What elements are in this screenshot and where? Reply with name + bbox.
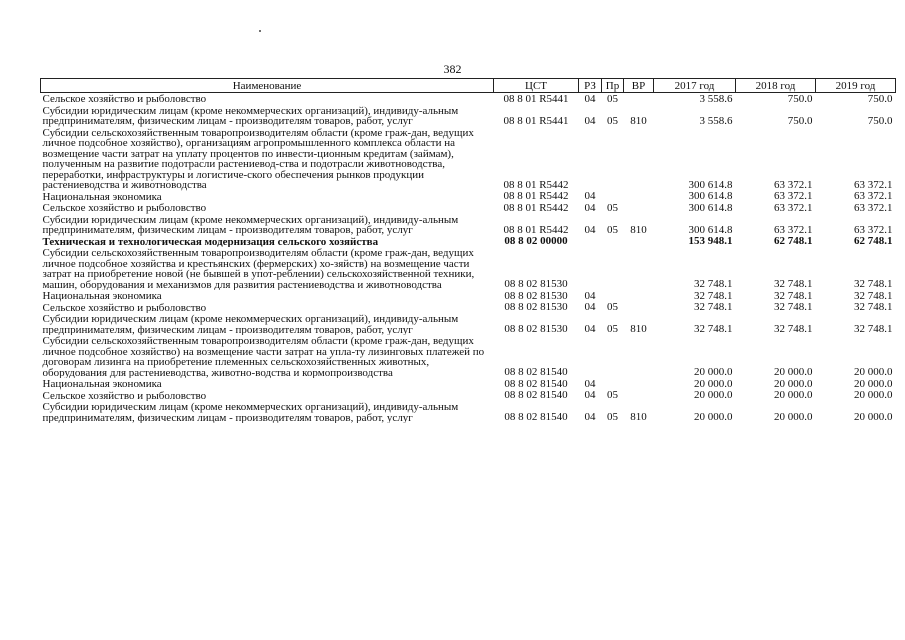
row-value-2019: 63 372.1 xyxy=(854,178,893,191)
row-cst: 08 8 02 81540 xyxy=(504,411,568,423)
row-rz: 04 xyxy=(584,378,596,390)
row-vr: 810 xyxy=(630,411,647,423)
table-row xyxy=(41,335,896,378)
row-value-2017: 20 000.0 xyxy=(694,389,733,401)
row-rz: 04 xyxy=(584,290,596,302)
row-value-2019: 20 000.0 xyxy=(854,411,893,423)
row-value-2019: 62 748.1 xyxy=(854,235,893,247)
row-value-2019: 20 000.0 xyxy=(854,366,893,378)
table-row xyxy=(41,236,896,248)
row-cst: 08 8 01 R5442 xyxy=(503,178,569,191)
row-name: Национальная экономика xyxy=(42,378,162,390)
header-pr: Пр xyxy=(602,79,624,93)
row-cst: 08 8 02 81540 xyxy=(504,389,568,401)
row-cst: 08 8 01 R5441 xyxy=(503,114,569,127)
row-vr xyxy=(624,127,654,191)
row-pr: 05 xyxy=(607,389,618,401)
row-name: Субсидии сельскохозяйственным товаропроизводителям области (кроме граж-дан, ведущих личное подсобное хозяйство) на возмещение части затрат на упла-ту лизинговых платежей по договорам лизинга на приобретение племенных сельскохозяйственных животных, оборудования для растениеводства, животно-водства и кормопроизводства xyxy=(42,335,485,378)
row-vr xyxy=(624,247,654,290)
table-row xyxy=(41,401,896,423)
row-rz: 04 xyxy=(584,114,596,127)
row-value-2019: 63 372.1 xyxy=(854,223,893,236)
row-value-2017: 3 558.6 xyxy=(699,114,733,127)
row-pr xyxy=(602,236,624,248)
row-value-2018: 20 000.0 xyxy=(774,378,813,390)
row-vr: 810 xyxy=(630,114,647,127)
budget-table xyxy=(40,78,896,423)
row-cst: 08 8 01 R5442 xyxy=(503,190,569,202)
row-name: Субсидии юридическим лицам (кроме некоммерческих организаций), индивиду-альным предпринимателям, физическим лицам - производителям товаров, работ, услуг xyxy=(42,401,459,423)
row-value-2017: 300 614.8 xyxy=(688,190,733,202)
row-value-2018: 750.0 xyxy=(787,114,813,127)
row-value-2019: 32 748.1 xyxy=(854,301,893,313)
row-rz xyxy=(579,236,602,248)
row-vr xyxy=(624,378,654,390)
header-vr: ВР xyxy=(624,79,654,93)
row-name: Сельское хозяйство и рыболовство xyxy=(42,202,207,214)
row-rz xyxy=(579,335,602,378)
row-value-2019: 63 372.1 xyxy=(854,190,893,202)
row-value-2019: 32 748.1 xyxy=(854,323,893,335)
row-value-2017: 20 000.0 xyxy=(694,366,733,378)
row-name: Субсидии сельскохозяйственным товаропроизводителям области (кроме граж-дан, ведущих личное подсобное хозяйство), организациям агропромышленного комплекса области на возмещение части затрат на уплату процентов по инвести-ционным кредитам (займам), полученным на развитие подотрасли растениевод-ства и подотрасли животноводства, переработки, инфраструктуры и логистиче-ского обеспечения рынков продукции растениеводства и животноводства xyxy=(42,126,474,191)
header-2018: 2018 год xyxy=(736,79,816,93)
row-value-2019: 750.0 xyxy=(867,92,893,105)
row-value-2017: 20 000.0 xyxy=(694,411,733,423)
row-pr: 05 xyxy=(607,202,618,214)
row-value-2017: 300 614.8 xyxy=(688,202,733,214)
row-name: Субсидии юридическим лицам (кроме некоммерческих организаций), индивиду-альным предпринимателям, физическим лицам - производителям товаров, работ, услуг xyxy=(42,213,459,236)
table-row xyxy=(41,247,896,290)
row-value-2017: 3 558.6 xyxy=(699,92,733,105)
table-row xyxy=(41,202,896,214)
table-row xyxy=(41,290,896,302)
header-rz: РЗ xyxy=(579,79,602,93)
row-pr: 05 xyxy=(607,223,618,236)
row-value-2019: 63 372.1 xyxy=(854,202,893,214)
row-value-2019: 32 748.1 xyxy=(854,290,893,302)
table-body xyxy=(41,93,896,424)
row-value-2019: 32 748.1 xyxy=(854,278,893,290)
row-value-2018: 63 372.1 xyxy=(774,190,813,202)
row-name: Национальная экономика xyxy=(42,190,162,202)
row-pr: 05 xyxy=(607,301,618,313)
row-name: Национальная экономика xyxy=(42,290,162,302)
row-name: Сельское хозяйство и рыболовство xyxy=(42,93,207,105)
row-value-2017: 300 614.8 xyxy=(688,223,733,236)
row-name: Сельское хозяйство и рыболовство xyxy=(42,301,207,313)
table-row xyxy=(41,93,896,105)
row-value-2018: 63 372.1 xyxy=(774,223,813,236)
row-value-2018: 62 748.1 xyxy=(774,235,813,247)
row-value-2019: 20 000.0 xyxy=(854,378,893,390)
row-value-2017: 32 748.1 xyxy=(694,290,733,302)
row-rz xyxy=(579,127,602,191)
row-pr: 05 xyxy=(607,411,618,423)
row-rz: 04 xyxy=(584,389,596,401)
row-vr xyxy=(624,191,654,203)
table-row xyxy=(41,191,896,203)
row-pr: 05 xyxy=(607,323,618,335)
row-value-2018: 32 748.1 xyxy=(774,278,813,290)
row-vr xyxy=(624,236,654,248)
row-rz: 04 xyxy=(584,190,596,202)
table-row xyxy=(41,302,896,314)
row-name: Субсидии сельскохозяйственным товаропроизводителям области (кроме граж-дан, ведущих личное подсобное хозяйства и крестьянских (фермерских) хо-зяйств) на возмещение части затрат на приобретение новой (не бывшей в упот-реблении) сельскохозяйственной техники, машин, оборудования и механизмов для развития растениеводства и животноводства xyxy=(42,247,475,290)
page-number: 382 xyxy=(443,62,462,76)
header-2019: 2019 год xyxy=(816,79,896,93)
table-row xyxy=(41,214,896,236)
row-value-2018: 32 748.1 xyxy=(774,301,813,313)
row-name: Техническая и технологическая модернизация сельского хозяйства xyxy=(42,235,379,247)
header-cst: ЦСТ xyxy=(494,79,579,93)
row-rz: 04 xyxy=(584,202,596,214)
row-cst: 08 8 02 81540 xyxy=(504,366,568,378)
row-cst: 08 8 02 81530 xyxy=(504,278,568,290)
row-value-2017: 153 948.1 xyxy=(688,235,733,247)
row-pr xyxy=(602,127,624,191)
row-pr xyxy=(602,335,624,378)
row-value-2017: 300 614.8 xyxy=(688,178,733,191)
row-vr xyxy=(624,202,654,214)
row-cst: 08 8 02 81530 xyxy=(504,290,568,302)
row-name: Сельское хозяйство и рыболовство xyxy=(42,389,207,401)
row-pr xyxy=(602,191,624,203)
row-cst: 08 8 02 81530 xyxy=(504,323,568,335)
row-value-2018: 20 000.0 xyxy=(774,366,813,378)
row-vr xyxy=(624,390,654,402)
row-rz: 04 xyxy=(584,92,596,105)
row-cst: 08 8 02 81540 xyxy=(504,378,568,390)
row-value-2018: 63 372.1 xyxy=(774,178,813,191)
table-header-row xyxy=(41,79,896,93)
row-rz: 04 xyxy=(584,301,596,313)
stray-dot-mark xyxy=(259,30,261,32)
row-value-2017: 32 748.1 xyxy=(694,301,733,313)
row-vr xyxy=(624,302,654,314)
row-cst: 08 8 02 81530 xyxy=(504,301,568,313)
row-vr: 810 xyxy=(630,323,647,335)
row-value-2017: 20 000.0 xyxy=(694,378,733,390)
row-value-2018: 750.0 xyxy=(787,92,813,105)
row-cst: 08 8 02 00000 xyxy=(504,235,568,247)
row-pr xyxy=(602,290,624,302)
row-name: Субсидии юридическим лицам (кроме некоммерческих организаций), индивиду-альным предпринимателям, физическим лицам - производителям товаров, работ, услуг xyxy=(42,104,459,127)
row-rz: 04 xyxy=(584,323,596,335)
header-name: Наименование xyxy=(41,79,494,93)
row-pr: 05 xyxy=(607,92,618,105)
table-row xyxy=(41,127,896,191)
row-pr xyxy=(602,378,624,390)
row-vr xyxy=(624,93,654,105)
table-row xyxy=(41,313,896,335)
row-value-2018: 32 748.1 xyxy=(774,323,813,335)
header-2017: 2017 год xyxy=(654,79,736,93)
row-value-2018: 32 748.1 xyxy=(774,290,813,302)
row-value-2019: 750.0 xyxy=(867,114,893,127)
row-pr: 05 xyxy=(607,114,618,127)
row-value-2018: 20 000.0 xyxy=(774,411,813,423)
row-pr xyxy=(602,247,624,290)
table-row xyxy=(41,390,896,402)
table-row xyxy=(41,378,896,390)
row-cst: 08 8 01 R5442 xyxy=(503,202,569,214)
row-value-2019: 20 000.0 xyxy=(854,389,893,401)
row-rz xyxy=(579,247,602,290)
row-vr xyxy=(624,335,654,378)
row-value-2018: 63 372.1 xyxy=(774,202,813,214)
row-cst: 08 8 01 R5441 xyxy=(503,92,569,105)
row-value-2017: 32 748.1 xyxy=(694,323,733,335)
table-row xyxy=(41,105,896,127)
row-vr: 810 xyxy=(630,223,647,236)
row-value-2017: 32 748.1 xyxy=(694,278,733,290)
row-vr xyxy=(624,290,654,302)
row-cst: 08 8 01 R5442 xyxy=(503,223,569,236)
row-name: Субсидии юридическим лицам (кроме некоммерческих организаций), индивиду-альным предпринимателям, физическим лицам - производителям товаров, работ, услуг xyxy=(42,313,459,335)
row-value-2018: 20 000.0 xyxy=(774,389,813,401)
row-rz: 04 xyxy=(584,223,596,236)
row-rz: 04 xyxy=(584,411,596,423)
